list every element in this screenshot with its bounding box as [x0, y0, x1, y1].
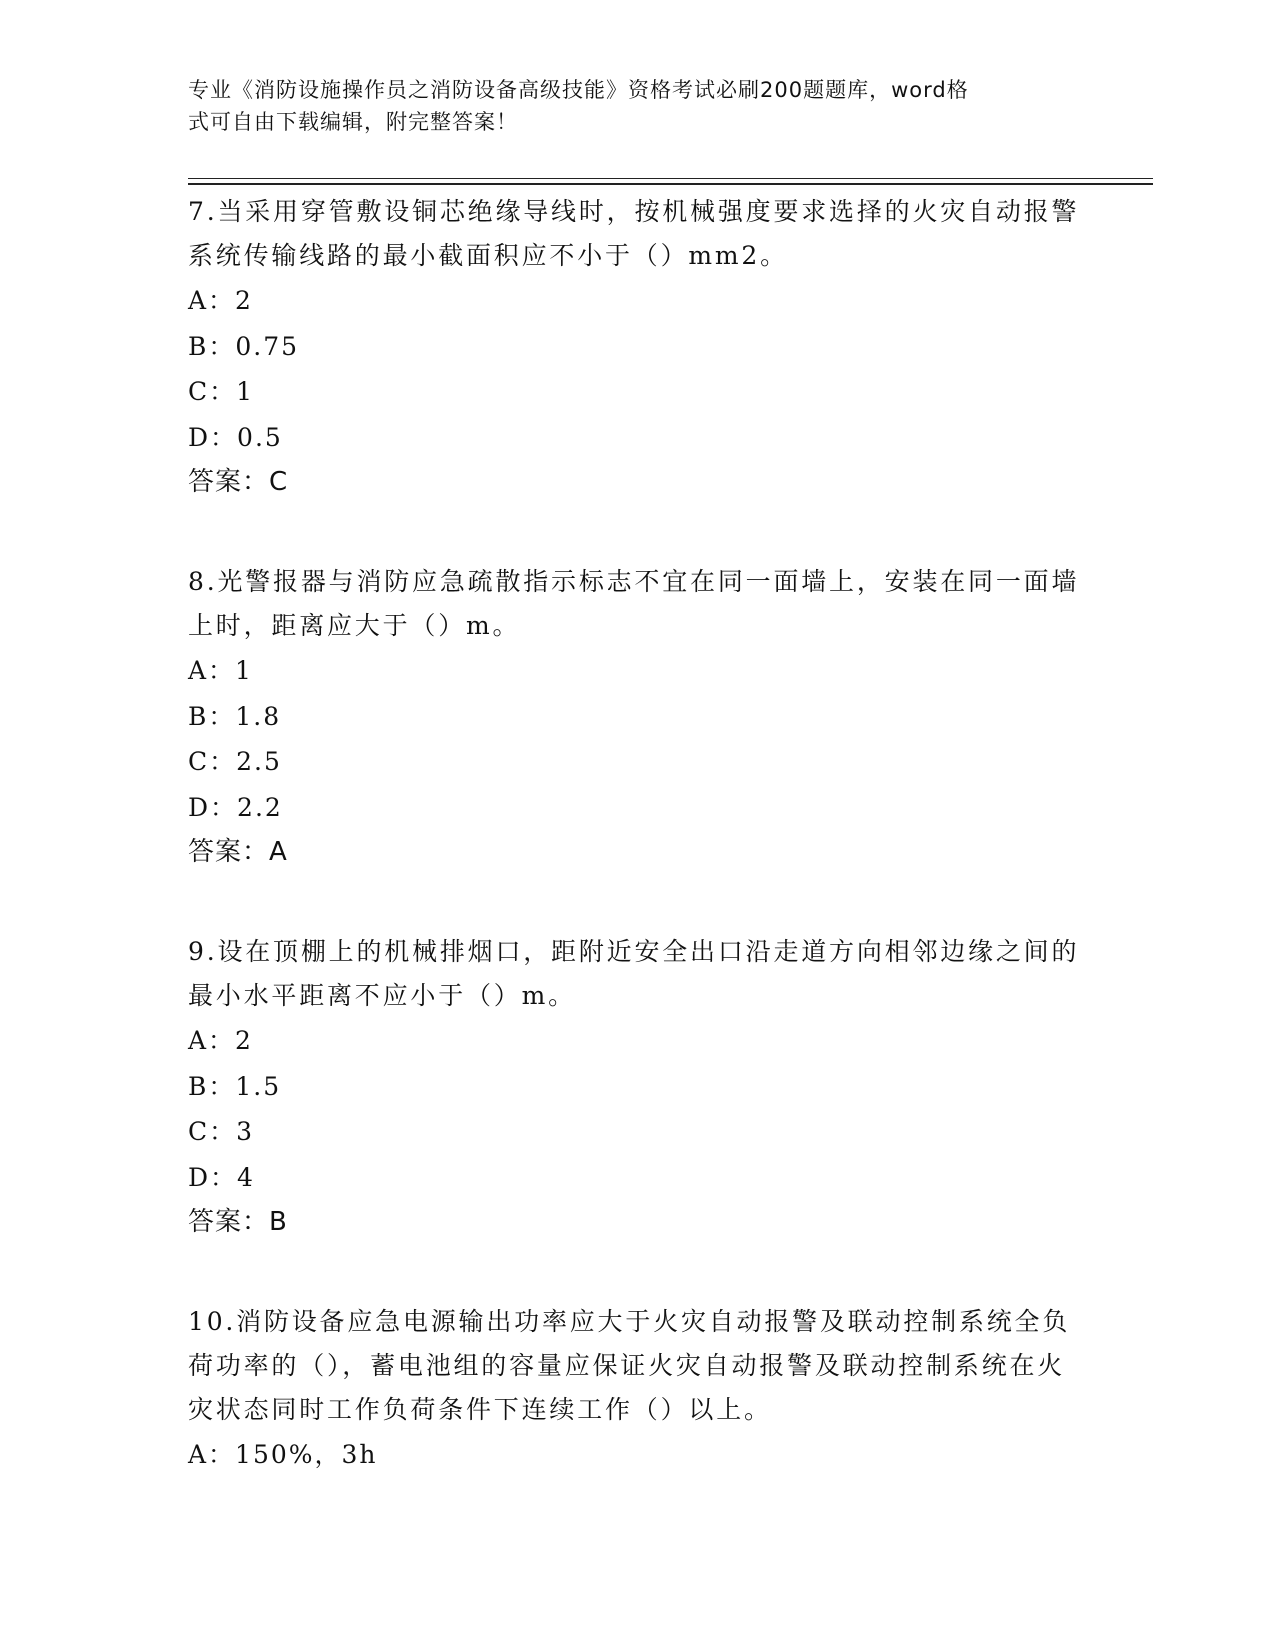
answer-line: 答案：B — [188, 1207, 288, 1237]
header-divider-thick — [188, 183, 1153, 185]
option-a: A：2 — [188, 286, 253, 315]
header-title-line-1: 专业《消防设施操作员之消防设备高级技能》资格考试必刷200题题库，word格 — [188, 78, 969, 102]
question-8 — [188, 560, 1088, 875]
option-d: D：4 — [188, 1162, 255, 1192]
option-d: D：2.2 — [188, 792, 283, 822]
question-text: 9.设在顶棚上的机械排烟口，距附近安全出口沿走道方向相邻边缘之间的最小水平距离不应小于（）m。 — [188, 937, 1080, 1010]
option-b: B：1.5 — [188, 1071, 282, 1101]
question-text: 7.当采用穿管敷设铜芯绝缘导线时，按机械强度要求选择的火灾自动报警系统传输线路的最小截面积应不小于（）mm2。 — [188, 197, 1080, 270]
question-text: 8.光警报器与消防应急疏散指示标志不宜在同一面墙上，安装在同一面墙上时，距离应大于（）m。 — [188, 567, 1080, 640]
question-10 — [188, 1300, 1088, 1478]
question-9 — [188, 930, 1088, 1245]
question-7 — [188, 190, 1088, 505]
option-b: B：0.75 — [188, 331, 300, 361]
answer-line: 答案：A — [188, 837, 288, 867]
option-a: A：2 — [188, 1026, 253, 1055]
option-c: C：3 — [188, 1117, 255, 1146]
header-divider-thin — [188, 178, 1153, 179]
document-header — [188, 74, 1068, 138]
question-list — [188, 190, 1088, 1533]
option-a: A：150%，3h — [188, 1440, 378, 1469]
option-c: C：1 — [188, 377, 255, 406]
header-title-line-2: 式可自由下载编辑，附完整答案！ — [188, 110, 518, 134]
option-c: C：2.5 — [188, 747, 282, 776]
option-b: B：1.8 — [188, 701, 282, 731]
option-d: D：0.5 — [188, 422, 283, 452]
option-a: A：1 — [188, 656, 253, 685]
question-text: 10.消防设备应急电源输出功率应大于火灾自动报警及联动控制系统全负荷功率的（），蓄电池组的容量应保证火灾自动报警及联动控制系统在火灾状态同时工作负荷条件下连续工作（）以上。 — [188, 1307, 1071, 1424]
answer-line: 答案：C — [188, 467, 289, 497]
